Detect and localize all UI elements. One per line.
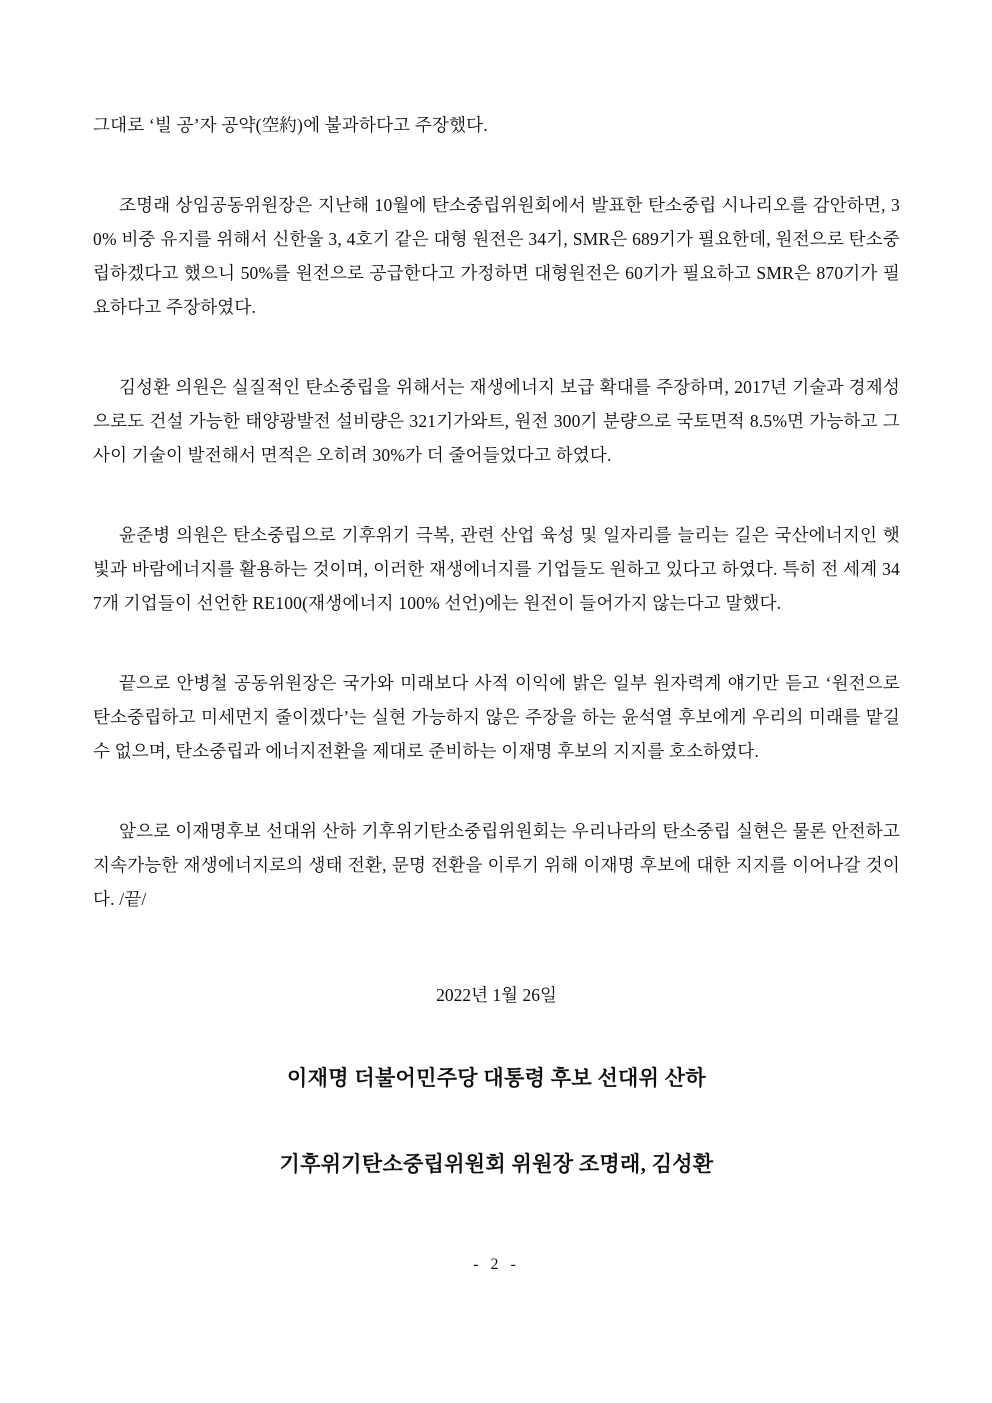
paragraph-kim-sung-hwan: 김성환 의원은 실질적인 탄소중립을 위해서는 재생에너지 보급 확대를 주장하며, 2017년 기술과 경제성으로도 건설 가능한 태양광발전 설비량은 321기가와트, 원전 300기 분량으로 국토면적 8.5%면 가능하고 그 사이 기술이 발전해서 면적은 오히려 30%가 더 줄어들었다고 하였다. — [93, 377, 900, 465]
paragraph-closing: 앞으로 이재명후보 선대위 산하 기후위기탄소중립위원회는 우리나라의 탄소중립 실현은 물론 안전하고 지속가능한 재생에너지로의 생태 전환, 문명 전환을 이루기 위해 이재명 후보에 대한 지지를 이어나갈 것이다. /끝/ — [93, 821, 900, 909]
paragraph-ahn-byung-chul: 끝으로 안병철 공동위원장은 국가와 미래보다 사적 이익에 밝은 일부 원자력계 얘기만 듣고 ‘원전으로 탄소중립하고 미세먼지 줄이겠다’는 실현 가능하지 않은 주장을 하는 윤석열 후보에게 우리의 미래를 맡길 수 없으며, 탄소중립과 에너지전환을 제대로 준비하는 이재명 후보의 지지를 호소하였다. — [93, 673, 900, 761]
signature-line-committee-parent: 이재명 더불어민주당 대통령 후보 선대위 산하 — [287, 1066, 706, 1090]
paragraph-cho-myung-rae: 조명래 상임공동위원장은 지난해 10월에 탄소중립위원회에서 발표한 탄소중립 시나리오를 감안하면, 30% 비중 유지를 위해서 신한울 3, 4호기 같은 대형 원전은 34기, SMR은 689기가 필요한데, 원전으로 탄소중립하겠다고 했으니 50%를 원전으로 공급한다고 가정하면 대형원전은 60기가 필요하고 SMR은 870기가 필요하다고 주장하였다. — [93, 195, 900, 317]
date-line: 2022년 1월 26일 — [436, 985, 557, 1005]
signature-line-chairpersons: 기후위기탄소중립위원회 위원장 조명래, 김성환 — [279, 1152, 714, 1176]
paragraph-continuation: 그대로 ‘빌 공’자 공약(空約)에 불과하다고 주장했다. — [93, 115, 488, 135]
paragraph-yun-jun-byung: 윤준병 의원은 탄소중립으로 기후위기 극복, 관련 산업 육성 및 일자리를 늘리는 길은 국산에너지인 햇빛과 바람에너지를 활용하는 것이며, 이러한 재생에너지를 기업들도 원하고 있다고 하였다. 특히 전 세계 347개 기업들이 선언한 RE100(재생에너지 100% 선언)에는 원전이 들어가지 않는다고 말했다. — [93, 525, 900, 613]
page-number: - 2 - — [473, 1256, 520, 1273]
